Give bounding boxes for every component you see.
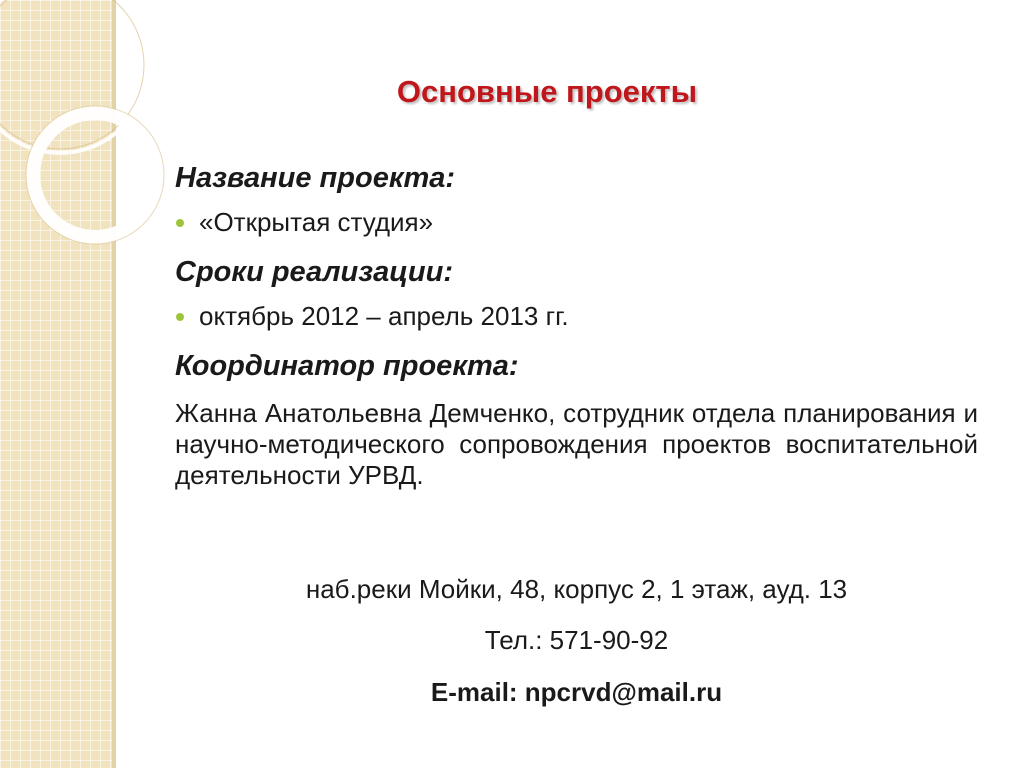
timeline-heading: Сроки реализации: — [175, 256, 454, 288]
project-name-item — [175, 200, 978, 250]
project-name-heading: Название проекта: — [175, 162, 456, 194]
decorative-circles — [0, 0, 200, 320]
email-text: E-mail: npcrvd@mail.ru — [430, 677, 723, 707]
coordinator-description: Жанна Анатольевна Демченко, сотрудник отдела планирования и научно-методического сопровождения проектов воспитательной деятельности УРВД. — [175, 398, 978, 490]
timeline-text: октябрь 2012 – апрель 2013 гг. — [199, 301, 569, 331]
bullet-icon — [176, 219, 184, 227]
bullet-icon — [176, 313, 184, 321]
slide-title: Основные проекты — [396, 74, 698, 109]
phone-text: Тел.: 571-90-92 — [484, 625, 669, 655]
timeline-item — [175, 294, 978, 344]
address-text: наб.реки Мойки, 48, корпус 2, 1 этаж, ауд. 13 — [305, 574, 848, 604]
project-name-text: «Открытая студия» — [199, 207, 434, 237]
content-body — [175, 156, 978, 491]
coordinator-heading: Координатор проекта: — [175, 350, 519, 382]
